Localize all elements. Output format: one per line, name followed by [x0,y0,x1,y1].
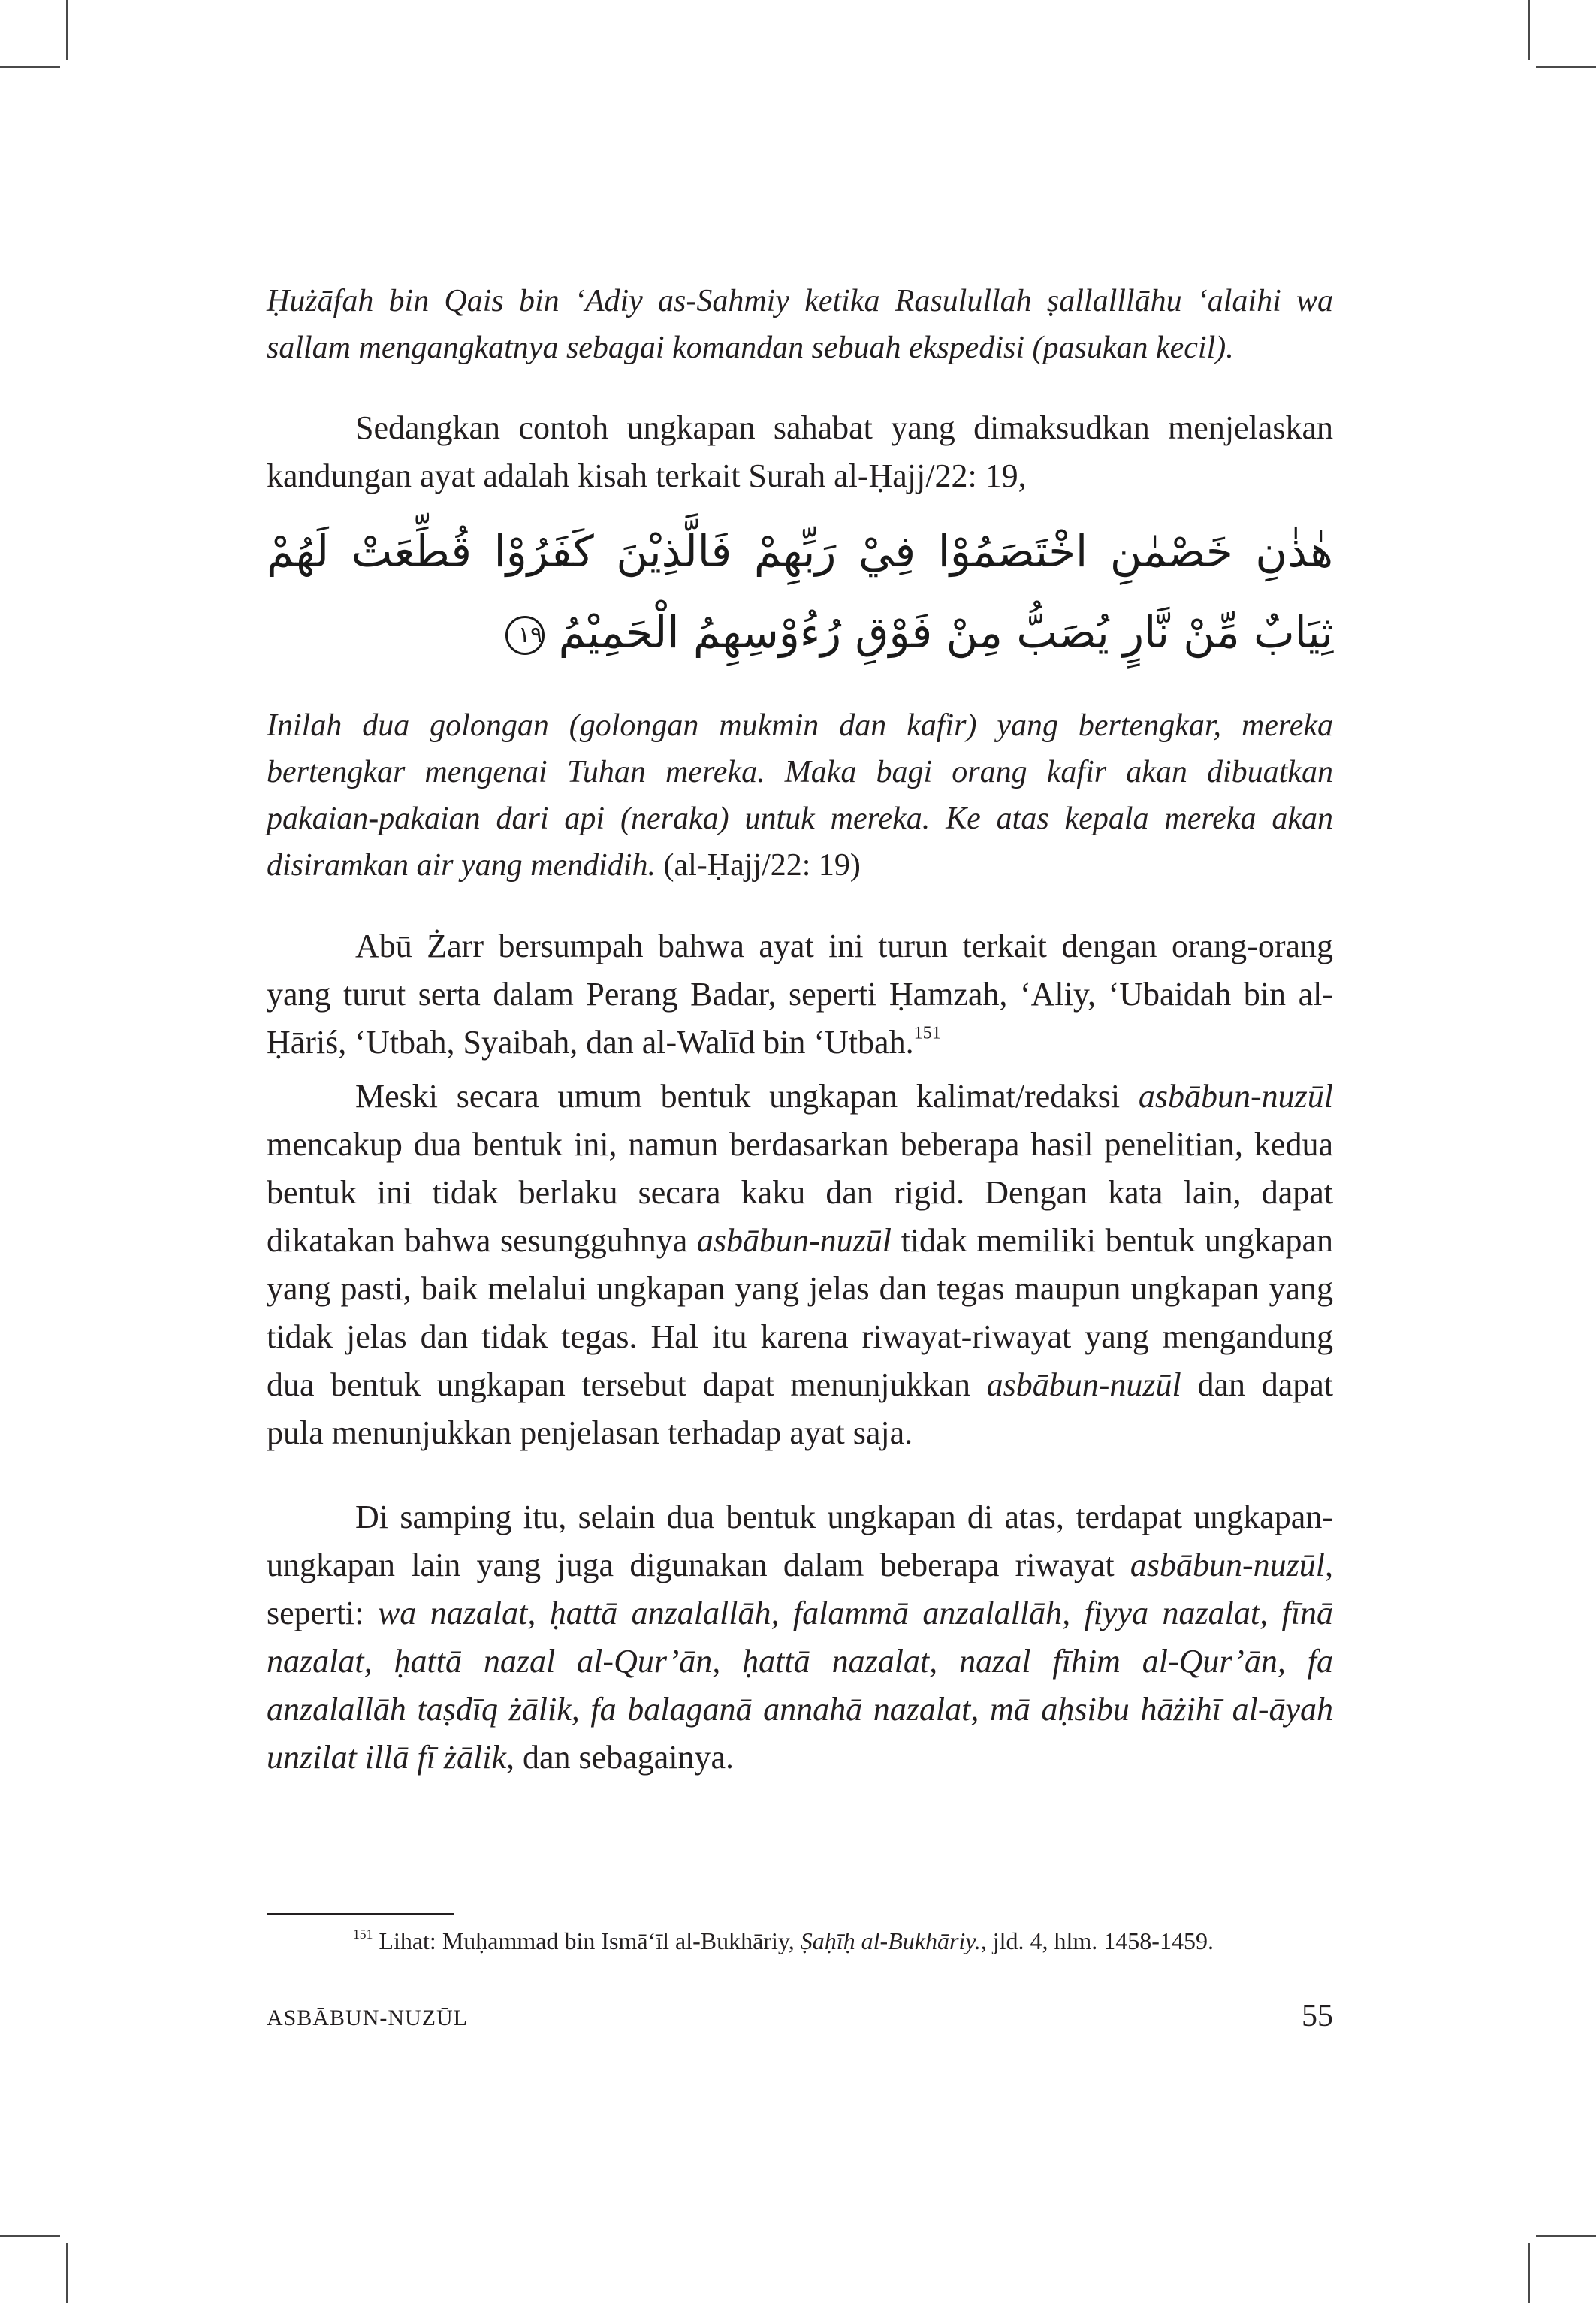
translation-reference: (al-Ḥajj/22: 19) [663,848,861,883]
crop-mark [0,2235,60,2237]
translation-text: Inilah dua golongan (golongan mukmin dan kafir) yang bertengkar, mereka bertengkar mengenai Tuhan mereka. Maka bagi orang kafir akan dibuatkan pakaian-pakaian dari api (neraka) untuk mereka. Ke atas kepala mereka akan disiramkan air yang mendidih. [267,708,1333,883]
paragraph-di-samping-text [267,1493,1333,1782]
arabic-verse-text: هٰذٰنِ خَصْمٰنِ اخْتَصَمُوْا فِيْ رَبِّهِمْ فَالَّذِيْنَ كَفَرُوْا قُطِّعَتْ لَهُمْ ثِيَابٌ مِّنْ نَّارٍ يُصَبُّ مِنْ فَوْقِ رُءُوْسِهِمُ الْحَمِيْمُ [267,526,1333,658]
paragraph-meski-text [267,1073,1333,1457]
paragraph-di-samping [267,1493,1333,1782]
crop-mark [1528,2243,1530,2303]
footnote-divider [267,1913,454,1915]
text-run: Di samping itu, selain dua bentuk ungkapan di atas, terdapat ungkapan-ungkapan lain yang juga digunakan dalam beberapa riwayat [267,1499,1333,1583]
text-run: , dan sebagainya. [506,1739,735,1776]
paragraph-meski [267,1073,1333,1457]
abu-zarr-body: Abū Żarr bersumpah bahwa ayat ini turun terkait dengan orang-orang yang turut serta dalam Perang Badar, seperti Ḥamzah, ‘Aliy, ‘Ubaidah bin al-Ḥāriś, ‘Utbah, Syaibah, dan al-Walīd bin ‘Utbah. [267,928,1333,1061]
text-run: tidak memiliki bentuk ungkapan yang pasti, baik melalui ungkapan yang jelas dan tegas maupun ungkapan yang tidak jelas dan tidak tegas. Hal itu karena riwayat-riwayat yang mengandung dua bentuk ungkapan tersebut dapat menunjukkan [267,1222,1333,1403]
crop-mark [66,0,68,60]
page-number: 55 [1302,1999,1333,2033]
footnote [353,1924,1214,1957]
paragraph-intro [267,404,1333,500]
ayah-number-marker: ١٩ [505,616,545,655]
italic-term: asbābun-nuzūl [1138,1078,1333,1115]
verse-translation [267,702,1333,889]
crop-mark [1528,0,1530,60]
paragraph-abu-zarr-text [267,922,1333,1067]
text-run: mencakup dua bentuk ini, namun berdasarkan beberapa hasil penelitian, kedua bentuk ini tidak berlaku secara kaku dan rigid. Dengan kata lain, dapat dikatakan bahwa sesungguhnya [267,1126,1333,1259]
paragraph-abu-zarr [267,922,1333,1067]
footnote-reference[interactable]: 151 [913,1022,941,1043]
text-run: , seperti: [267,1547,1333,1631]
top-note: Ḥużāfah bin Qais bin ‘Adiy as-Sahmiy ketika Rasulullah ṣallalllāhu ‘alaihi wa sallam mengangkatnya sebagai komandan sebuah ekspedisi (pasukan kecil). [267,284,1333,365]
text-run: dan dapat pula menunjukkan penjelasan terhadap ayat saja. [267,1366,1334,1451]
footnote-number: 151 [353,1926,373,1942]
footnote-text: Lihat: Muḥammad bin Ismā‘īl al-Bukhāriy, [373,1927,801,1954]
paragraph-intro-text: Sedangkan contoh ungkapan sahabat yang dimaksudkan menjelaskan kandungan ayat adalah kisah terkait Surah al-Ḥajj/22: 19, [267,409,1333,494]
italic-term: asbābun-nuzūl [1130,1547,1325,1583]
italic-term: asbābun-nuzūl [696,1222,892,1259]
italic-term: asbābun-nuzūl [986,1366,1181,1403]
crop-mark [1536,66,1596,68]
crop-mark [66,2243,68,2303]
text-run: Meski secara umum bentuk ungkapan kalimat/redaksi [355,1078,1139,1115]
italic-expressions: wa nazalat, ḥattā anzalallāh, falammā anzalallāh, fiyya nazalat, fīnā nazalat, ḥattā nazal al-Qur’ān, ḥattā nazalat, nazal fīhim al-Qur’ān, fa anzalallāh taṣdīq żālik, fa balaganā annahā nazalat, mā aḥsibu hāżihī al-āyah unzilat illā fī żālik [267,1595,1333,1776]
footnote-text: , jld. 4, hlm. 1458-1459. [980,1927,1214,1954]
running-head: ASBĀBUN-NUZŪL [267,2006,468,2030]
arabic-verse [267,511,1333,673]
footnote-italic-title: Ṣaḥīḥ al-Bukhāriy. [800,1927,981,1954]
crop-mark [0,66,60,68]
crop-mark [1536,2235,1596,2237]
